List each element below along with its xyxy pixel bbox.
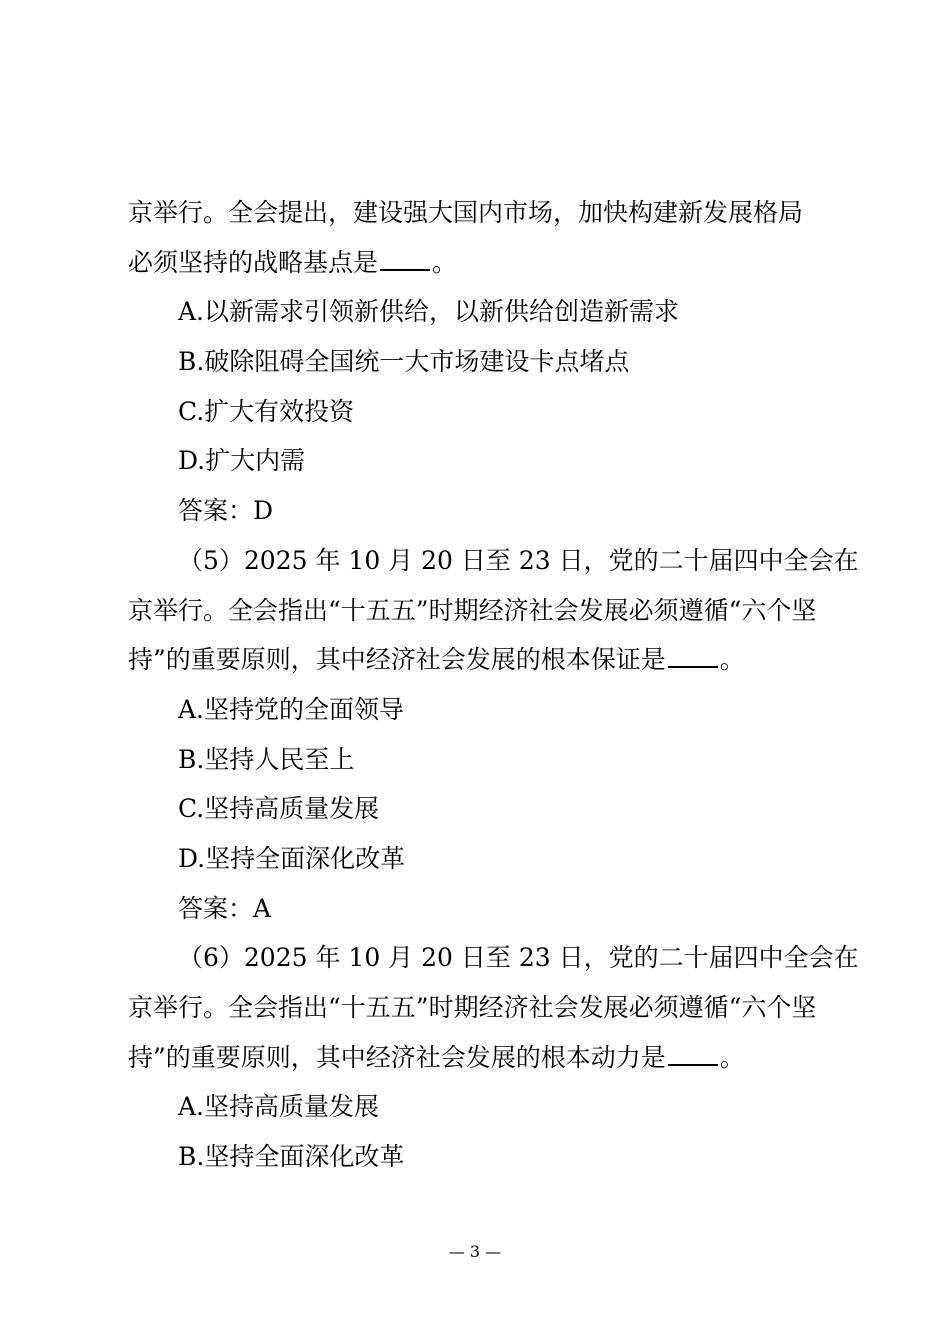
option-d: D.扩大内需 bbox=[178, 446, 306, 476]
option-a: A.坚持高质量发展 bbox=[178, 1092, 380, 1122]
question-text: 必须坚持的战略基点是 bbox=[128, 247, 379, 277]
option-a: A.坚持党的全面领导 bbox=[178, 694, 405, 724]
punctuation: 。 bbox=[719, 1042, 745, 1072]
question-text: 持”的重要原则，其中经济社会发展的根本保证是 bbox=[128, 645, 666, 675]
question-5-line-3 bbox=[128, 635, 828, 685]
punctuation: 。 bbox=[719, 645, 745, 675]
option-a: A.以新需求引领新供给，以新供给创造新需求 bbox=[178, 297, 680, 327]
punctuation: 。 bbox=[432, 247, 458, 277]
question-text: 持”的重要原则，其中经济社会发展的根本动力是 bbox=[128, 1042, 666, 1072]
question-text-line: 京举行。全会提出，建设强大国内市场，加快构建新发展格局 bbox=[128, 198, 804, 227]
answer-blank bbox=[668, 1040, 718, 1066]
option-b: B.破除阻碍全国统一大市场建设卡点堵点 bbox=[178, 347, 630, 377]
question-text-line bbox=[128, 238, 828, 288]
option-b: B.坚持全面深化改革 bbox=[178, 1142, 405, 1172]
answer-line: 答案：A bbox=[178, 893, 272, 923]
option-b: B.坚持人民至上 bbox=[178, 744, 355, 774]
question-6-line-1: （6）2025 年 10 月 20 日至 23 日，党的二十届四中全会在 bbox=[178, 943, 859, 973]
answer-blank bbox=[668, 642, 718, 668]
option-c: C.坚持高质量发展 bbox=[178, 794, 380, 824]
question-5-line-1: （5）2025 年 10 月 20 日至 23 日，党的二十届四中全会在 bbox=[178, 545, 859, 575]
question-5-line-2: 京举行。全会指出“十五五”时期经济社会发展必须遵循“六个坚 bbox=[128, 595, 817, 625]
page-number: — 3 — bbox=[448, 1242, 502, 1261]
page-content bbox=[128, 188, 859, 1182]
option-c: C.扩大有效投资 bbox=[178, 396, 355, 426]
question-6-line-3 bbox=[128, 1033, 828, 1083]
answer-blank bbox=[380, 245, 430, 271]
option-d: D.坚持全面深化改革 bbox=[178, 843, 406, 873]
answer-line: 答案：D bbox=[178, 496, 274, 526]
question-6-line-2: 京举行。全会指出“十五五”时期经济社会发展必须遵循“六个坚 bbox=[128, 993, 817, 1022]
